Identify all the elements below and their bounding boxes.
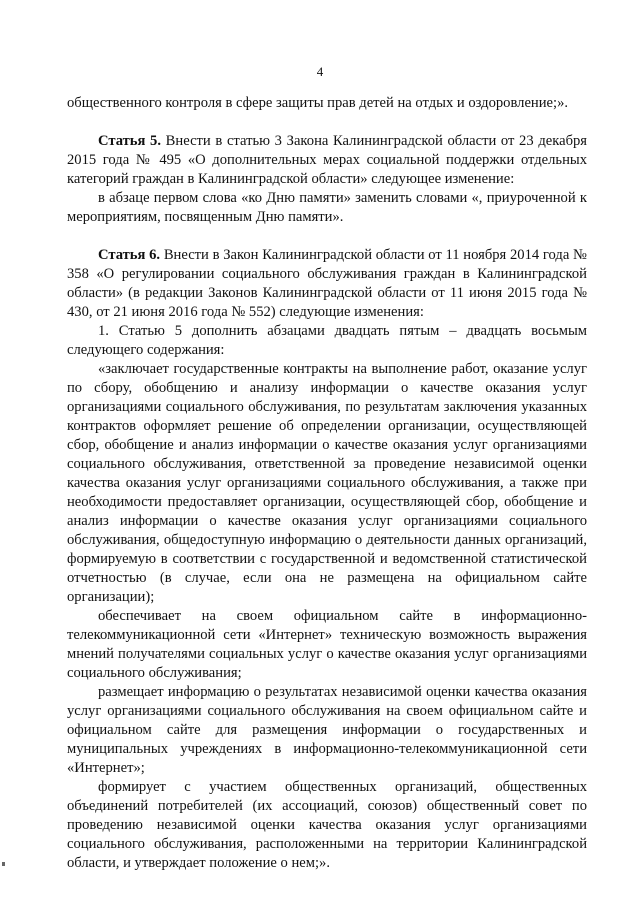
- article-5: [67, 132, 587, 189]
- article-6-text: Внести в Закон Калининградской области от 11 ноября 2014 года № 358 «О регулировании социального обслуживания граждан в Калининградской области» (в редакции Законов Калининградской области от 11 июня 2015 года № 430, от 21 июня 2016 года № 552) следующие изменения:: [67, 247, 587, 320]
- quoted-paragraph-1: «заключает государственные контракты на выполнение работ, оказание услуг по сбору, обобщению и анализу информации о качестве оказания услуг организациями социального обслуживания, по результатам заключения указанных контрактов оформляет решение об определении организации, осуществляющей сбор, обобщение и анализ информации о качестве оказания услуг организациями социального обслуживания, ответственной за проведение независимой оценки качества оказания услуг организациями социального обслуживания, а также при необходимости предоставляет организации, осуществляющей сбор, обобщение и анализ информации о качестве оказания услуг организациями социального обслуживания, общедоступную информацию о деятельности данных организаций, формируемую в соответствии с государственной и ведомственной статистической отчетностью (в случае, если она не размещена на официальном сайте организации);: [67, 361, 587, 605]
- article-6-label: Статья 6.: [98, 247, 161, 263]
- article-6: [67, 246, 587, 322]
- paragraph-continuation: общественного контроля в сфере защиты прав детей на отдых и оздоровление;».: [67, 95, 569, 111]
- article-5-text: Внести в статью 3 Закона Калининградской области от 23 декабря 2015 года № 495 «О дополнительных мерах социальной поддержки отдельных категорий граждан в Калининградской области» следующее изменение:: [67, 133, 588, 187]
- quoted-paragraph-4: формирует с участием общественных организаций, общественных объединений потребителей (их ассоциаций, союзов) общественный совет по проведению независимой оценки качества оказания услуг организациями социального обслуживания, расположенными на территории Калининградской области, и утверждает положение о нем;».: [67, 779, 587, 871]
- quoted-paragraph-3: размещает информацию о результатах независимой оценки качества оказания услуг организациями социального обслуживания на своем официальном сайте и официальном сайте для размещения информации о государственных и муниципальных учреждениях в информационно-телекоммуникационной сети «Интернет»;: [67, 684, 587, 776]
- document-body: [67, 94, 587, 873]
- page-number: 4: [316, 64, 324, 79]
- article-5-label: Статья 5.: [98, 133, 162, 149]
- article-5-item: в абзаце первом слова «ко Дню памяти» заменить словами «, приуроченной к мероприятиям, посвященным Дню памяти».: [67, 190, 587, 225]
- scan-artifact: [2, 862, 5, 866]
- quoted-paragraph-2: обеспечивает на своем официальном сайте в информационно-телекоммуникационной сети «Интернет» техническую возможность выражения мнений получателями социальных услуг о качестве оказания услуг организациями социального обслуживания;: [67, 608, 587, 681]
- article-6-item-1: 1. Статью 5 дополнить абзацами двадцать пятым – двадцать восьмым следующего содержания:: [67, 323, 587, 358]
